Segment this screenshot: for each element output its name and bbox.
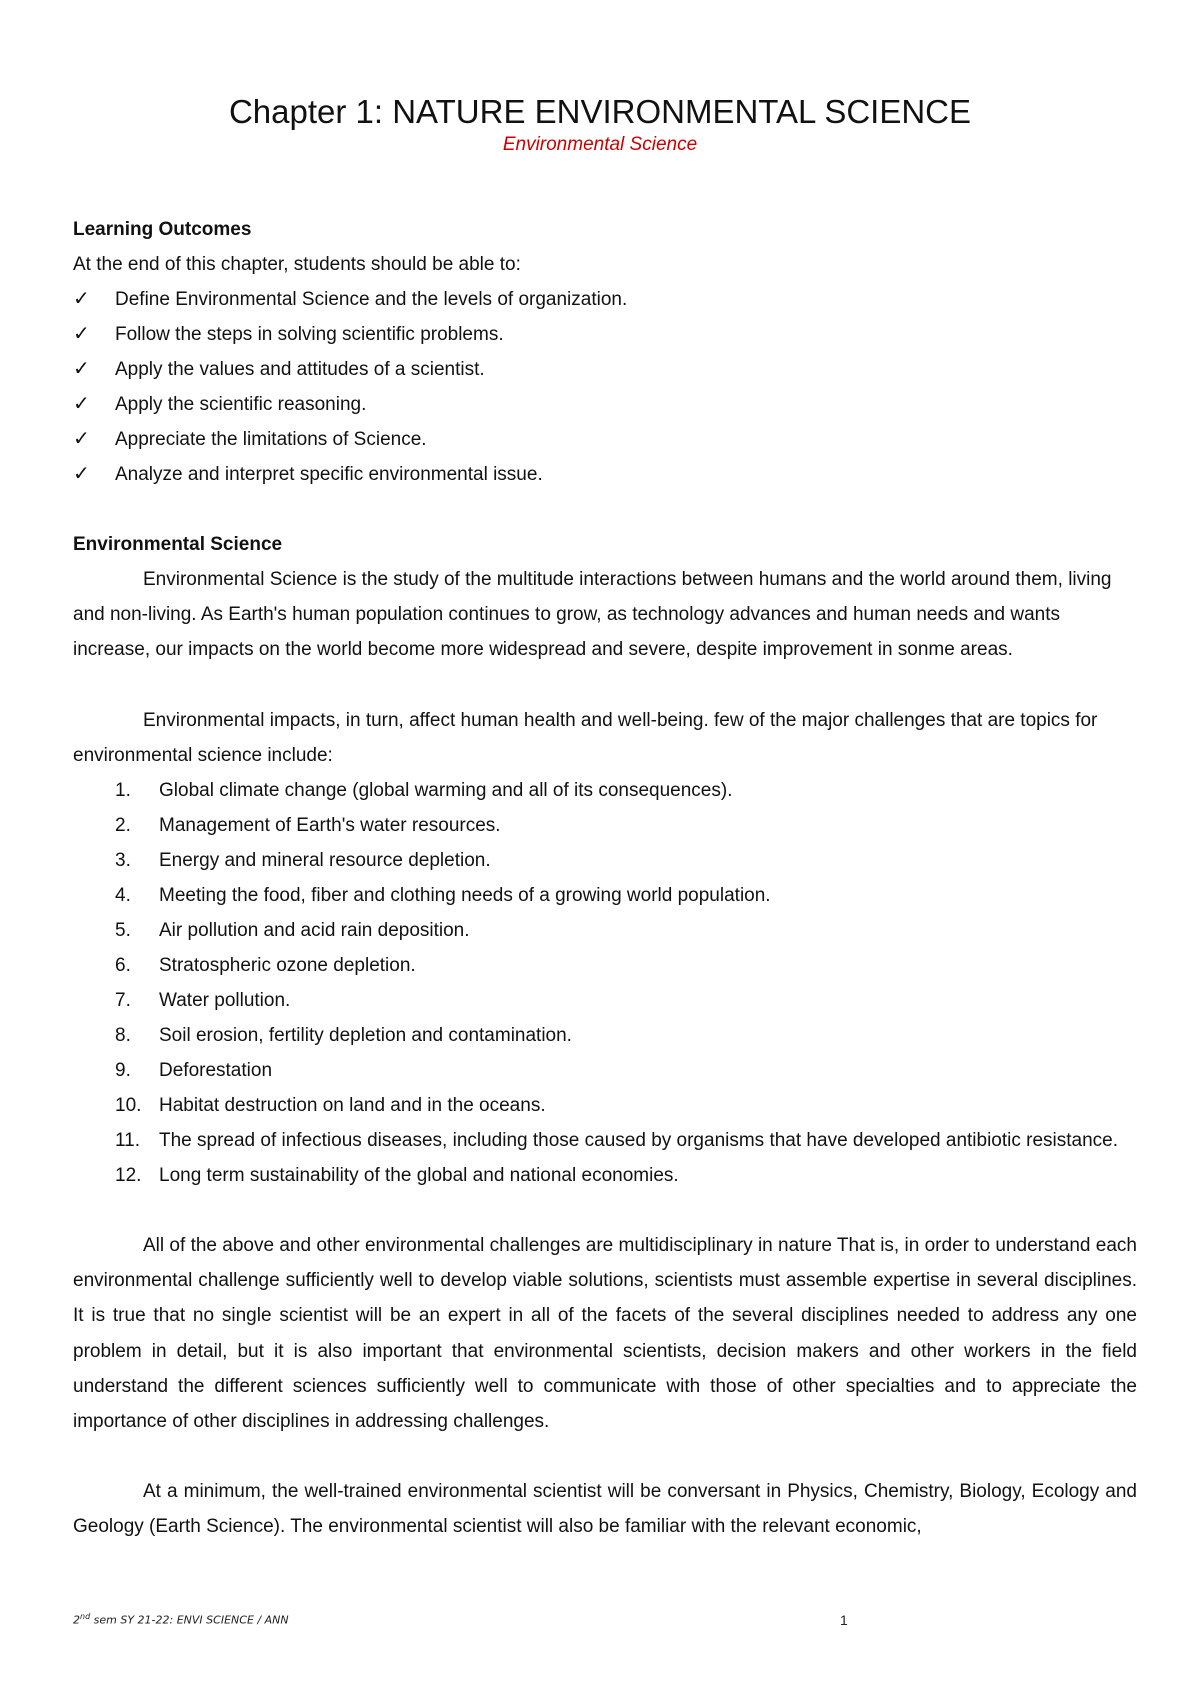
list-item-text: Air pollution and acid rain deposition. — [159, 920, 470, 942]
list-item — [73, 948, 1137, 983]
list-item — [73, 843, 1137, 878]
list-number: 8. — [115, 1025, 131, 1047]
footer-superscript: nd — [80, 1612, 91, 1621]
spacer — [73, 668, 1137, 703]
spacer — [73, 1193, 1137, 1228]
checkmark-icon: ✓ — [73, 428, 90, 450]
list-item-text: Deforestation — [159, 1060, 273, 1082]
spacer — [73, 492, 1137, 527]
list-number: 7. — [115, 990, 131, 1012]
list-item-text: Follow the steps in solving scientific problems. — [115, 324, 504, 345]
list-number: 4. — [115, 885, 131, 907]
checkmark-icon: ✓ — [73, 393, 90, 415]
document-body — [73, 212, 1137, 1545]
learning-outcomes-heading: Learning Outcomes — [73, 219, 252, 240]
list-item-text: Stratospheric ozone depletion. — [159, 955, 416, 977]
page-footer — [73, 1612, 289, 1627]
list-item — [73, 878, 1137, 913]
page-number: 1 — [840, 1612, 848, 1628]
list-item-text: Long term sustainability of the global and national economies. — [159, 1165, 679, 1187]
list-item — [73, 808, 1137, 843]
paragraph-impacts: Environmental impacts, in turn, affect human health and well-being. few of the major challenges that are topics for environmental science include: — [73, 709, 1098, 766]
list-item — [73, 773, 1137, 808]
list-item — [73, 913, 1137, 948]
challenges-list — [73, 773, 1137, 1193]
list-item — [73, 983, 1137, 1018]
list-item — [73, 422, 1137, 457]
learning-outcomes-intro: At the end of this chapter, students should be able to: — [73, 254, 521, 275]
list-item — [73, 317, 1137, 352]
env-science-heading: Environmental Science — [73, 534, 283, 555]
list-item — [73, 1053, 1137, 1088]
list-number: 10. — [115, 1095, 142, 1117]
list-number: 2. — [115, 815, 131, 837]
chapter-subtitle: Environmental Science — [502, 134, 698, 155]
list-number: 11. — [115, 1130, 141, 1152]
paragraph-minimum: At a minimum, the well-trained environmental scientist will be conversant in Physics, Chemistry, Biology, Ecology and Geology (Earth Science). The environmental scientist will also be familiar with the relevant economic, — [73, 1481, 1137, 1538]
checkmark-icon: ✓ — [73, 323, 90, 345]
checkmark-icon: ✓ — [73, 463, 90, 485]
spacer — [73, 1439, 1137, 1474]
list-number: 1. — [115, 780, 131, 802]
list-number: 5. — [115, 920, 131, 942]
list-item — [73, 1018, 1137, 1053]
checkmark-icon: ✓ — [73, 288, 90, 310]
list-item-text: The spread of infectious diseases, including those caused by organisms that have developed antibiotic resistance. — [159, 1130, 1119, 1152]
list-item — [73, 1123, 1137, 1158]
footer-text: sem SY 21-22: ENVI SCIENCE / ANN — [90, 1613, 289, 1627]
list-item — [73, 282, 1137, 317]
chapter-title: Chapter 1: NATURE ENVIRONMENTAL SCIENCE — [228, 93, 972, 130]
list-item-text: Soil erosion, fertility depletion and contamination. — [159, 1025, 572, 1047]
list-number: 9. — [115, 1060, 131, 1082]
list-item-text: Appreciate the limitations of Science. — [115, 429, 427, 450]
paragraph-definition: Environmental Science is the study of the multitude interactions between humans and the world around them, living and non-living. As Earth's human population continues to grow, as technology advances and human needs and wants increase, our impacts on the world become more widespread and severe, despite improvement in sonme areas. — [73, 569, 1112, 661]
list-number: 12. — [115, 1165, 142, 1187]
list-item-text: Global climate change (global warming and all of its consequences). — [159, 780, 733, 802]
list-item — [73, 457, 1137, 492]
list-item-text: Water pollution. — [159, 990, 291, 1012]
list-item-text: Analyze and interpret specific environmental issue. — [115, 464, 543, 485]
list-item-text: Meeting the food, fiber and clothing needs of a growing world population. — [159, 885, 771, 907]
list-item-text: Define Environmental Science and the levels of organization. — [115, 289, 628, 310]
checkmark-icon: ✓ — [73, 358, 90, 380]
list-number: 3. — [115, 850, 131, 872]
paragraph-multidisciplinary: All of the above and other environmental challenges are multidisciplinary in nature That is, in order to understand each environmental challenge sufficiently well to develop viable solutions, scientists must assemble expertise in several disciplines. It is true that no single scientist will be an expert in all of the facets of the several disciplines needed to address any one problem in detail, but it is also important that environmental scientists, decision makers and other workers in the field understand the different sciences sufficiently well to communicate with those of other specialties and to appreciate the importance of other disciplines in addressing challenges. — [73, 1235, 1137, 1433]
list-item — [73, 352, 1137, 387]
list-item — [73, 1088, 1137, 1123]
list-item-text: Habitat destruction on land and in the oceans. — [159, 1095, 546, 1117]
list-item-text: Energy and mineral resource depletion. — [159, 850, 491, 872]
learning-outcomes-list — [73, 282, 1137, 492]
list-item — [73, 1158, 1137, 1193]
list-item-text: Apply the values and attitudes of a scientist. — [115, 359, 485, 380]
list-item-text: Management of Earth's water resources. — [159, 815, 501, 837]
list-item — [73, 387, 1137, 422]
footer-prefix: 2 — [73, 1613, 80, 1627]
list-item-text: Apply the scientific reasoning. — [115, 394, 367, 415]
list-number: 6. — [115, 955, 131, 977]
